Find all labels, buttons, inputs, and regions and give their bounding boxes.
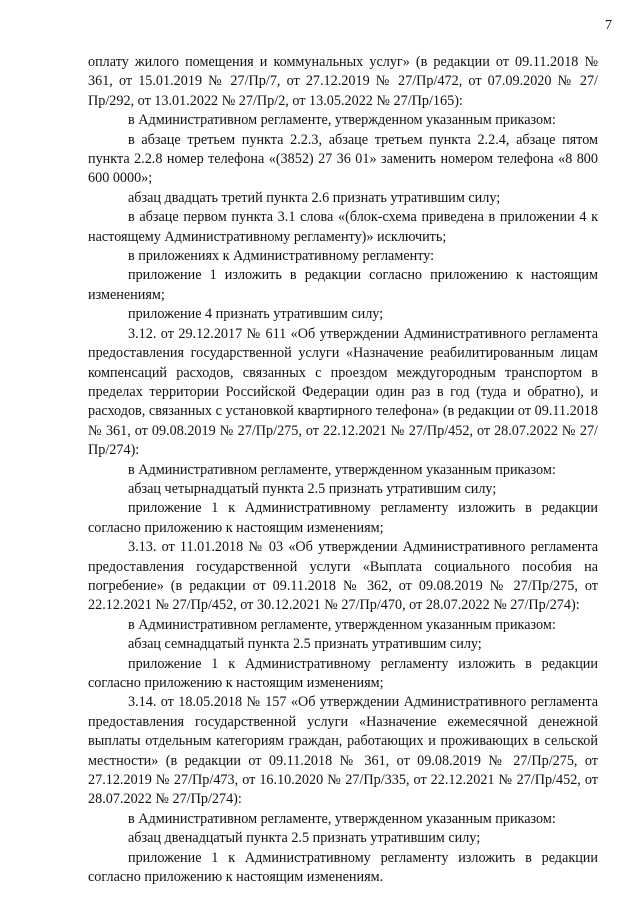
paragraph: 3.13. от 11.01.2018 № 03 «Об утверждении Административного регламента предоставления государственной услуги «Выплата социального пособия на погребение» (в редакции от 09.11.2018 № 362, от 09.08.2019 № 27/Пр/275, от 22.12.2021 № 27/Пр/452, от 30.12.2021 № 27/Пр/470, от 28.07.2022 № 27/Пр/274): [88,539,598,614]
paragraph: 3.14. от 18.05.2018 № 157 «Об утверждении Административного регламента предоставления государственной услуги «Назначение ежемесячной денежной выплаты отдельным категориям граждан, работающих и проживающих в сельской местности» (в редакции от 09.11.2018 № 361, от 09.08.2019 № 27/Пр/275, от 27.12.2019 № 27/Пр/473, от 16.10.2020 № 27/Пр/335, от 22.12.2021 № 27/Пр/452, от 28.07.2022 № 27/Пр/274): [88,694,598,808]
paragraph: приложение 1 к Административному регламенту изложить в редакции согласно приложению к настоящим изменениям; [88,655,598,691]
paragraph: в приложениях к Административному регламенту: [128,248,435,265]
paragraph: абзац двадцать третий пункта 2.6 признать утратившим силу; [128,189,501,206]
paragraph: приложение 1 к Административному регламенту изложить в редакции согласно приложению к настоящим изменениям. [88,849,598,886]
document-body [88,53,598,887]
paragraph: приложение 4 признать утратившим силу; [128,306,384,323]
paragraph: в абзаце первом пункта 3.1 слова «(блок-схема приведена в приложении 4 к настоящему Административному регламенту)» исключить; [88,209,598,245]
paragraph: приложение 1 изложить в редакции согласно приложению к настоящим изменениям; [88,267,598,303]
paragraph: оплату жилого помещения и коммунальных услуг» (в редакции от 09.11.2018 № 361, от 15.01.2019 № 27/Пр/7, от 27.12.2019 № 27/Пр/472, от 07.09.2020 № 27/Пр/292, от 13.01.2022 № 27/Пр/2, от 13.05.2022 № 27/Пр/165): [88,54,598,109]
paragraph: в Административном регламенте, утвержденном указанным приказом: [128,461,556,478]
page-number: 7 [605,18,612,33]
paragraph: приложение 1 к Административному регламенту изложить в редакции согласно приложению к настоящим изменениям; [88,500,598,536]
paragraph: в Административном регламенте, утвержденном указанным приказом: [128,616,556,633]
paragraph: в абзаце третьем пункта 2.2.3, абзаце третьем пункта 2.2.4, абзаце пятом пункта 2.2.8 номер телефона «(3852) 27 36 01» заменить номером телефона «8 800 600 0000»; [88,131,598,187]
paragraph: абзац семнадцатый пункта 2.5 признать утратившим силу; [128,636,482,653]
paragraph: абзац четырнадцатый пункта 2.5 признать утратившим силу; [128,480,497,497]
paragraph: абзац двенадцатый пункта 2.5 признать утратившим силу; [128,830,481,847]
paragraph: в Административном регламенте, утвержденном указанным приказом: [128,810,556,827]
paragraph: 3.12. от 29.12.2017 № 611 «Об утверждении Административного регламента предоставления государственной услуги «Назначение реабилитированным лицам компенсаций расходов, связанных с проездом междугородным транспортом в пределах территории Российской Федерации один раз в год (туда и обратно), и расходов, связанных с установкой квартирного телефона» (в редакции от 09.11.2018 № 361, от 09.08.2019 № 27/Пр/275, от 22.12.2021 № 27/Пр/452, от 28.07.2022 № 27/Пр/274): [88,325,598,459]
paragraph: в Административном регламенте, утвержденном указанным приказом: [128,112,556,129]
